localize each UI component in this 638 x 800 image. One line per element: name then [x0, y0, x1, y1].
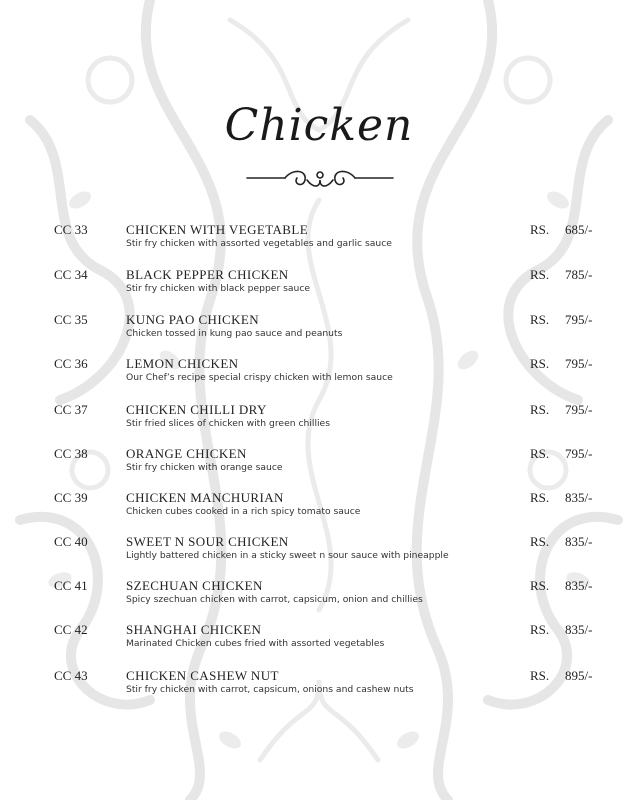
item-name: SHANGHAI CHICKEN — [126, 622, 262, 637]
item-description: Stir fried slices of chicken with green chillies — [126, 418, 330, 429]
item-currency: RS. — [530, 668, 550, 683]
item-description: Stir fry chicken with carrot, capsicum, onions and cashew nuts — [126, 684, 414, 695]
item-description: Stir fry chicken with orange sauce — [126, 462, 283, 473]
item-currency: RS. — [530, 312, 550, 327]
menu-item — [0, 402, 638, 442]
menu-item — [0, 356, 638, 396]
item-price: 685/- — [565, 222, 593, 237]
item-code: CC 36 — [54, 356, 88, 371]
item-price: 785/- — [565, 267, 593, 282]
item-name: KUNG PAO CHICKEN — [126, 312, 260, 327]
item-code: CC 35 — [54, 312, 88, 327]
item-price: 835/- — [565, 534, 593, 549]
item-code: CC 34 — [54, 267, 88, 282]
item-currency: RS. — [530, 267, 550, 282]
item-price: 795/- — [565, 446, 593, 461]
item-price: 835/- — [565, 490, 593, 505]
item-code: CC 41 — [54, 578, 88, 593]
menu-item — [0, 534, 638, 574]
item-code: CC 33 — [54, 222, 88, 237]
menu-item — [0, 222, 638, 262]
item-description: Stir fry chicken with assorted vegetables and garlic sauce — [126, 238, 392, 249]
item-description: Spicy szechuan chicken with carrot, capsicum, onion and chillies — [126, 594, 423, 605]
item-name: SWEET N SOUR CHICKEN — [126, 534, 289, 549]
item-name: LEMON CHICKEN — [126, 356, 239, 371]
divider-flourish-icon — [245, 166, 395, 192]
item-name: CHICKEN CHILLI DRY — [126, 402, 267, 417]
item-name: CHICKEN MANCHURIAN — [126, 490, 284, 505]
item-code: CC 43 — [54, 668, 88, 683]
item-description: Marinated Chicken cubes fried with assorted vegetables — [126, 638, 385, 649]
item-currency: RS. — [530, 446, 550, 461]
menu-item — [0, 446, 638, 486]
menu-item — [0, 668, 638, 708]
item-price: 795/- — [565, 356, 593, 371]
menu-item — [0, 490, 638, 530]
item-price: 795/- — [565, 402, 593, 417]
item-price: 795/- — [565, 312, 593, 327]
item-code: CC 42 — [54, 622, 88, 637]
menu-item — [0, 312, 638, 352]
item-code: CC 40 — [54, 534, 88, 549]
item-currency: RS. — [530, 622, 550, 637]
item-description: Lightly battered chicken in a sticky sweet n sour sauce with pineapple — [126, 550, 449, 561]
item-code: CC 37 — [54, 402, 88, 417]
item-code: CC 39 — [54, 490, 88, 505]
item-currency: RS. — [530, 402, 550, 417]
item-name: SZECHUAN CHICKEN — [126, 578, 263, 593]
item-description: Chicken cubes cooked in a rich spicy tomato sauce — [126, 506, 361, 517]
item-description: Chicken tossed in kung pao sauce and peanuts — [126, 328, 343, 339]
menu-item — [0, 622, 638, 662]
item-name: CHICKEN WITH VEGETABLE — [126, 222, 309, 237]
menu-item — [0, 578, 638, 618]
item-name: BLACK PEPPER CHICKEN — [126, 267, 289, 282]
item-price: 835/- — [565, 578, 593, 593]
item-name: ORANGE CHICKEN — [126, 446, 247, 461]
item-currency: RS. — [530, 222, 550, 237]
item-price: 835/- — [565, 622, 593, 637]
item-description: Stir fry chicken with black pepper sauce — [126, 283, 311, 294]
item-currency: RS. — [530, 490, 550, 505]
menu-item — [0, 267, 638, 307]
item-code: CC 38 — [54, 446, 88, 461]
page-title: Chicken — [224, 100, 414, 151]
item-currency: RS. — [530, 356, 550, 371]
item-description: Our Chef’s recipe special crispy chicken with lemon sauce — [126, 372, 393, 383]
item-currency: RS. — [530, 534, 550, 549]
item-name: CHICKEN CASHEW NUT — [126, 668, 279, 683]
item-price: 895/- — [565, 668, 593, 683]
item-currency: RS. — [530, 578, 550, 593]
